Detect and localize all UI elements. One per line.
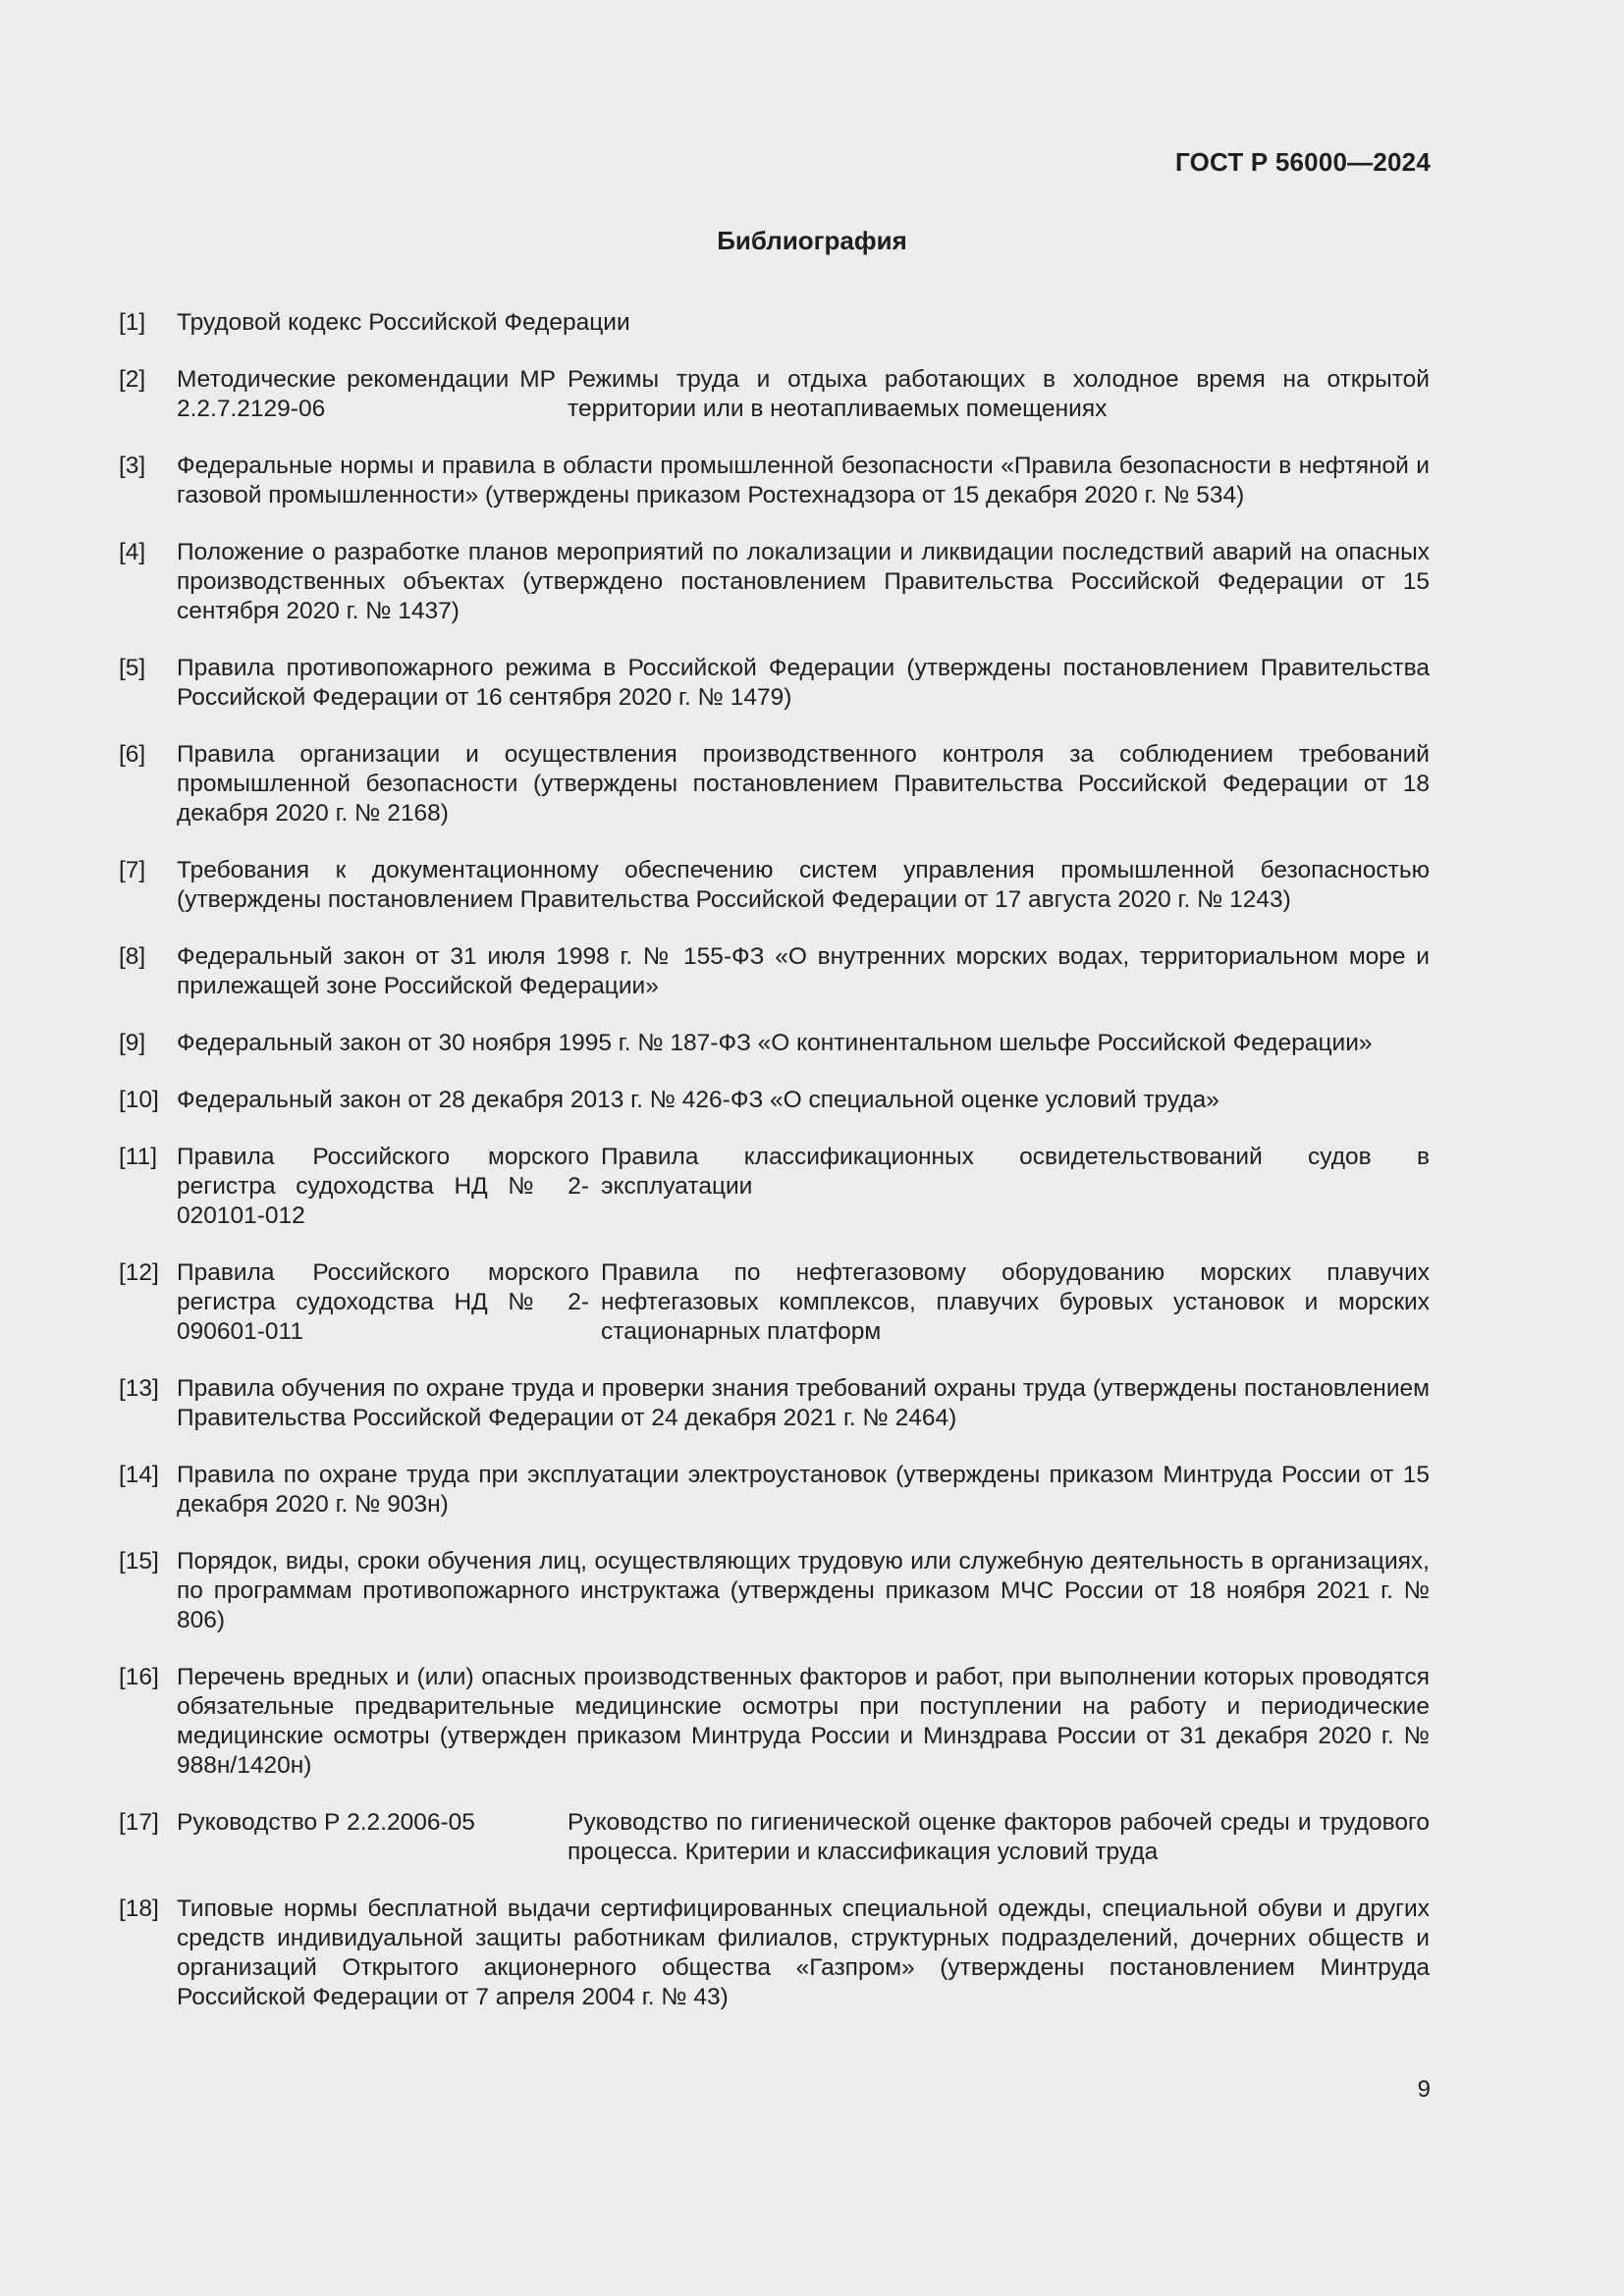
entry-title: Режимы труда и отдыха работающих в холодное время на открытой территории или в неотапливаемых помещениях: [568, 366, 1430, 422]
entry-text: Правила обучения по охране труда и проверки знания требований охраны труда (утверждены постановлением Правительства Российской Федерации от 24 декабря 2021 г. № 2464): [177, 1375, 1430, 1431]
entry-split: [177, 1143, 1430, 1231]
entry-text: Трудовой кодекс Российской Федерации: [177, 309, 630, 336]
bibliography-entry: [119, 1895, 1430, 2012]
entry-split: [177, 365, 1430, 424]
entry-text: Правила противопожарного режима в Российской Федерации (утверждены постановлением Правительства Российской Федерации от 16 сентября 2020 г. № 1479): [177, 655, 1430, 711]
entry-number: [8]: [119, 943, 146, 970]
bibliography-entry: [119, 1258, 1430, 1347]
bibliography-entry: [119, 1663, 1430, 1781]
entry-text: Правила по охране труда при эксплуатации электроустановок (утверждены приказом Минтруда России от 15 декабря 2020 г. № 903н): [177, 1462, 1430, 1518]
entry-text: Порядок, виды, сроки обучения лиц, осуществляющих трудовую или служебную деятельность в организациях, по программам противопожарного инструктажа (утверждены приказом МЧС России от 18 ноября 2021 г. № 806): [177, 1548, 1430, 1633]
entry-split: [177, 1808, 1430, 1867]
entry-title: Правила по нефтегазовому оборудованию морских плавучих нефтегазовых комплексов, плавучих буровых установок и морских стационарных платформ: [601, 1259, 1430, 1345]
entry-text: Федеральные нормы и правила в области промышленной безопасности «Правила безопасности в нефтяной и газовой промышленности» (утверждены приказом Ростехнадзора от 15 декабря 2020 г. № 534): [177, 453, 1430, 508]
entry-split: [177, 1258, 1430, 1347]
entry-number: [10]: [119, 1087, 159, 1113]
entry-title: Правила классификационных освидетельствований судов в эксплуатации: [601, 1144, 1430, 1200]
entry-number: [11]: [119, 1144, 158, 1170]
entry-title: Руководство по гигиенической оценке факторов рабочей среды и трудового процесса. Критерии и классификация условий труда: [568, 1809, 1430, 1865]
bibliography-entry: [119, 308, 1430, 338]
entry-number: [3]: [119, 453, 146, 479]
entry-number: [13]: [119, 1375, 159, 1402]
entry-number: [4]: [119, 539, 146, 565]
bibliography-entry: [119, 1547, 1430, 1635]
entry-text: Перечень вредных и (или) опасных производственных факторов и работ, при выполнении которых проводятся обязательные предварительные медицинские осмотры при поступлении на работу и периодические медицинские осмотры (утвержден приказом Минтруда России и Минздрава России от 31 декабря 2020 г. № 988н/1420н): [177, 1664, 1430, 1779]
entry-number: [5]: [119, 655, 146, 681]
page-title: Библиография: [717, 226, 907, 255]
page-number: 9: [1417, 2076, 1431, 2103]
entry-number: [14]: [119, 1462, 159, 1488]
entry-text: Положение о разработке планов мероприятий по локализации и ликвидации последствий аварий на опасных производственных объектах (утверждено постановлением Правительства Российской Федерации от 15 сентября 2020 г. № 1437): [177, 539, 1430, 624]
bibliography-entry: [119, 1808, 1430, 1867]
bibliography-entry: [119, 1029, 1430, 1058]
bibliography-entry: [119, 1143, 1430, 1231]
entry-text: Правила организации и осуществления производственного контроля за соблюдением требований промышленной безопасности (утверждены постановлением Правительства Российской Федерации от 18 декабря 2020 г. № 2168): [177, 741, 1430, 827]
document-code: ГОСТ Р 56000—2024: [1175, 147, 1431, 177]
entry-designation: Правила Российского морского регистра судоходства НД № 2-020101-012: [177, 1144, 589, 1229]
entry-designation: Методические рекомендации МР 2.2.7.2129-06: [177, 366, 556, 422]
bibliography-entry: [119, 365, 1430, 424]
entry-number: [16]: [119, 1664, 159, 1690]
entry-number: [12]: [119, 1259, 159, 1286]
entry-designation: Руководство Р 2.2.2006-05: [177, 1809, 475, 1836]
entry-text: Требования к документационному обеспечению систем управления промышленной безопасностью (утверждены постановлением Правительства Российской Федерации от 17 августа 2020 г. № 1243): [177, 857, 1430, 913]
entry-number: [15]: [119, 1548, 159, 1575]
bibliography-entry: [119, 1374, 1430, 1433]
entry-number: [17]: [119, 1809, 159, 1836]
bibliography-entry: [119, 1086, 1430, 1115]
entry-number: [2]: [119, 366, 146, 393]
bibliography-entry: [119, 1461, 1430, 1520]
bibliography-entry: [119, 654, 1430, 713]
bibliography-entry: [119, 538, 1430, 626]
bibliography-entry: [119, 856, 1430, 915]
entry-number: [18]: [119, 1896, 159, 1922]
entry-designation: Правила Российского морского регистра судоходства НД № 2-090601-011: [177, 1259, 589, 1345]
entry-number: [7]: [119, 857, 146, 883]
bibliography-entry: [119, 942, 1430, 1001]
entry-text: Типовые нормы бесплатной выдачи сертифицированных специальной одежды, специальной обуви и других средств индивидуальной защиты работникам филиалов, структурных подразделений, дочерних обществ и организаций Открытого акционерного общества «Газпром» (утверждены постановлением Минтруда Российской Федерации от 7 апреля 2004 г. № 43): [177, 1896, 1430, 2010]
bibliography-entry: [119, 740, 1430, 828]
entry-number: [6]: [119, 741, 146, 768]
entry-text: Федеральный закон от 28 декабря 2013 г. № 426-ФЗ «О специальной оценке условий труда»: [177, 1087, 1219, 1113]
entry-text: Федеральный закон от 30 ноября 1995 г. № 187-ФЗ «О континентальном шельфе Российской Федерации»: [177, 1030, 1373, 1056]
bibliography-list: [119, 308, 1430, 2040]
entry-number: [9]: [119, 1030, 146, 1056]
bibliography-entry: [119, 452, 1430, 510]
entry-text: Федеральный закон от 31 июля 1998 г. № 155-ФЗ «О внутренних морских водах, территориальном море и прилежащей зоне Российской Федерации»: [177, 943, 1430, 999]
entry-number: [1]: [119, 309, 146, 336]
